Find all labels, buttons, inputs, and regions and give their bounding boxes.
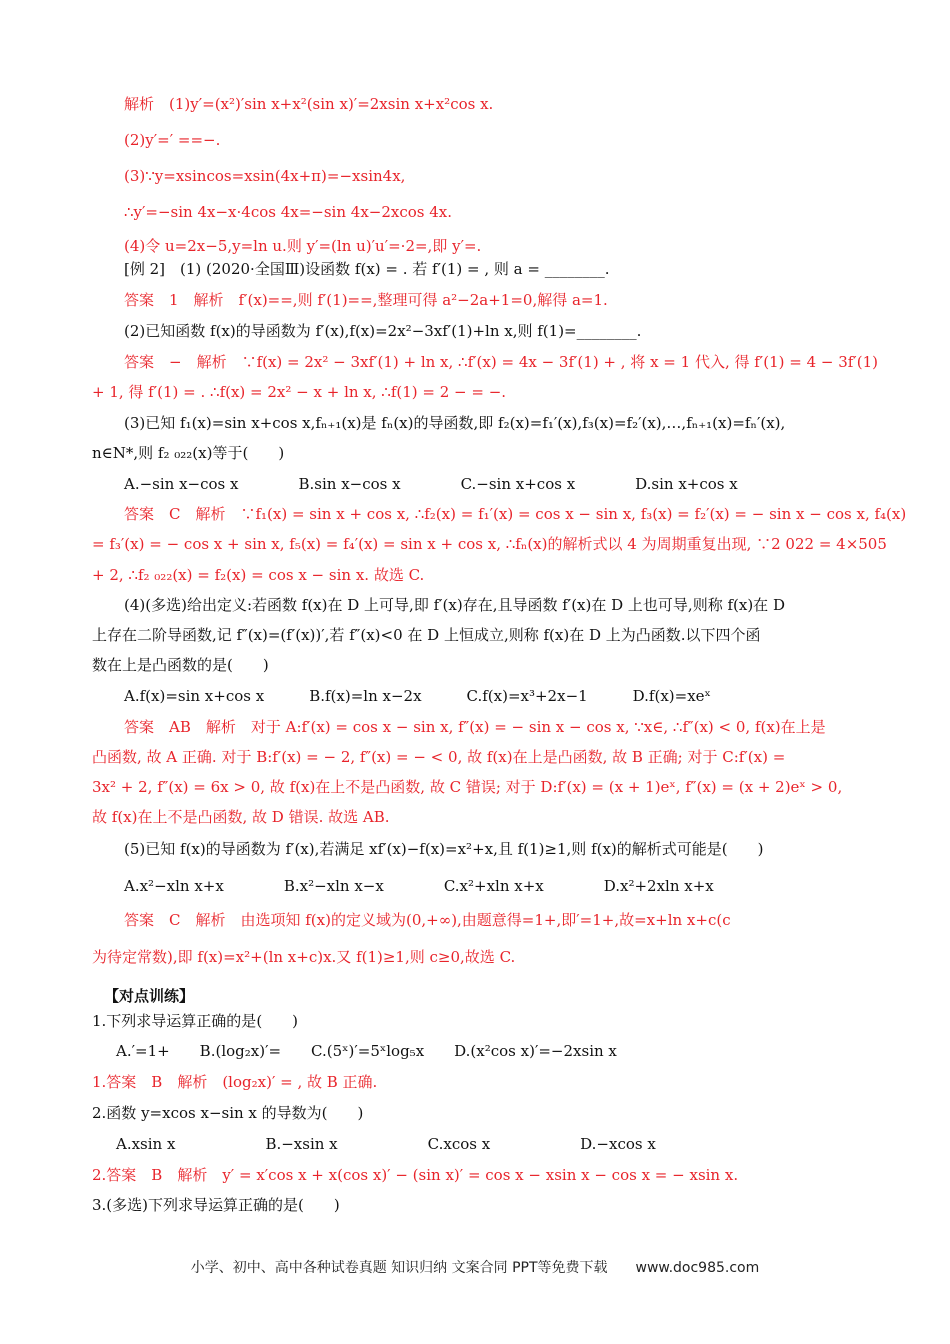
- exercise-question: 1.下列求导运算正确的是( ): [92, 1012, 299, 1030]
- page-footer: 小学、初中、高中各种试卷真题 知识归纳 文案合同 PPT等免费下载 www.doc985.com: [190, 1260, 760, 1276]
- exercise-question: 2.函数 y=xcos x−sin x 的导数为( ): [92, 1104, 364, 1122]
- choice-options: A.′=1+ B.(log₂x)′= C.(5ˣ)′=5ˣlog₅x D.(x²cos x)′=−2xsin x: [116, 1042, 617, 1060]
- question-line: (2)已知函数 f(x)的导函数为 f′(x),f(x)=2x²−3xf′(1)+ln x,则 f(1)=________.: [124, 322, 642, 340]
- section-heading: 【对点训练】: [104, 987, 195, 1005]
- answer-line: 3x² + 2, f″(x) = 6x > 0, 故 f(x)在上不是凸函数, 故 C 错误; 对于 D:f′(x) = (x + 1)eˣ, f″(x) = (x + 2)eˣ > 0,: [92, 778, 843, 796]
- answer-line: 答案 − 解析 ∵f(x) = 2x² − 3xf′(1) + ln x, ∴f′(x) = 4x − 3f′(1) + , 将 x = 1 代入, 得 f′(1) = 4 − 3f′(1): [124, 353, 878, 371]
- solution-line-2: (2)y′=′ ==−.: [124, 131, 221, 149]
- choice-options: A.f(x)=sin x+cos x B.f(x)=ln x−2x C.f(x)=x³+2x−1 D.f(x)=xeˣ: [124, 687, 711, 705]
- answer-line: 答案 C 解析 由选项知 f(x)的定义域为(0,+∞),由题意得=1+,即′=1+,故=x+ln x+c(c: [124, 911, 731, 929]
- choice-options: A.xsin x B.−xsin x C.xcos x D.−xcos x: [116, 1135, 656, 1153]
- answer-line: 故 f(x)在上不是凸函数, 故 D 错误. 故选 AB.: [92, 808, 390, 826]
- answer-line: 答案 1 解析 f′(x)==,则 f′(1)==,整理可得 a²−2a+1=0,解得 a=1.: [124, 291, 608, 309]
- solution-line-5: (4)令 u=2x−5,y=ln u.则 y′=(ln u)′u′=·2=,即 y′=.: [124, 237, 482, 255]
- exercise-answer: 2.答案 B 解析 y′ = x′cos x + x(cos x)′ − (sin x)′ = cos x − xsin x − cos x = − xsin x.: [92, 1166, 739, 1184]
- answer-line: + 1, 得 f′(1) = . ∴f(x) = 2x² − x + ln x, ∴f(1) = 2 − = −.: [92, 383, 507, 401]
- question-line: 数在上是凸函数的是( ): [92, 656, 269, 674]
- question-line: n∈N*,则 f₂ ₀₂₂(x)等于( ): [92, 444, 285, 462]
- solution-line-4: ∴y′=−sin 4x−x·4cos 4x=−sin 4x−2xcos 4x.: [124, 203, 453, 221]
- question-line: (3)已知 f₁(x)=sin x+cos x,fₙ₊₁(x)是 fₙ(x)的导函数,即 f₂(x)=f₁′(x),f₃(x)=f₂′(x),…,fₙ₊₁(x)=fₙ′(x),: [124, 414, 786, 432]
- example-2-heading: [例 2] (1) (2020·全国Ⅲ)设函数 f(x) = . 若 f′(1) = , 则 a = ________.: [124, 260, 610, 278]
- solution-line-1: 解析 (1)y′=(x²)′sin x+x²(sin x)′=2xsin x+x²cos x.: [124, 95, 494, 113]
- choice-options: A.x²−xln x+x B.x²−xln x−x C.x²+xln x+x D.x²+2xln x+x: [124, 877, 714, 895]
- answer-line: 答案 AB 解析 对于 A:f′(x) = cos x − sin x, f″(x) = − sin x − cos x, ∵x∈, ∴f″(x) < 0, f(x)在上是: [124, 718, 826, 736]
- solution-line-3: (3)∵y=xsincos=xsin(4x+π)=−xsin4x,: [124, 167, 406, 185]
- exercise-question: 3.(多选)下列求导运算正确的是( ): [92, 1196, 340, 1214]
- answer-line: + 2, ∴f₂ ₀₂₂(x) = f₂(x) = cos x − sin x. 故选 C.: [92, 566, 425, 584]
- answer-line: 凸函数, 故 A 正确. 对于 B:f′(x) = − 2, f″(x) = − < 0, 故 f(x)在上是凸函数, 故 B 正确; 对于 C:f′(x) =: [92, 748, 786, 766]
- answer-line: = f₃′(x) = − cos x + sin x, f₅(x) = f₄′(x) = sin x + cos x, ∴fₙ(x)的解析式以 4 为周期重复出现, ∵2 022 = 4×505: [92, 535, 887, 553]
- answer-line: 答案 C 解析 ∵f₁(x) = sin x + cos x, ∴f₂(x) = f₁′(x) = cos x − sin x, f₃(x) = f₂′(x) = − sin x − cos x, f₄(x): [124, 505, 907, 523]
- question-line: 上存在二阶导函数,记 f″(x)=(f′(x))′,若 f″(x)<0 在 D 上恒成立,则称 f(x)在 D 上为凸函数.以下四个函: [92, 626, 761, 644]
- choice-options: A.−sin x−cos x B.sin x−cos x C.−sin x+cos x D.sin x+cos x: [124, 475, 738, 493]
- answer-line: 为待定常数),即 f(x)=x²+(ln x+c)x.又 f(1)≥1,则 c≥0,故选 C.: [92, 948, 516, 966]
- question-line: (4)(多选)给出定义:若函数 f(x)在 D 上可导,即 f′(x)存在,且导函数 f′(x)在 D 上也可导,则称 f(x)在 D: [124, 596, 785, 614]
- question-line: (5)已知 f(x)的导函数为 f′(x),若满足 xf′(x)−f(x)=x²+x,且 f(1)≥1,则 f(x)的解析式可能是( ): [124, 840, 764, 858]
- exercise-answer: 1.答案 B 解析 (log₂x)′ = , 故 B 正确.: [92, 1073, 378, 1091]
